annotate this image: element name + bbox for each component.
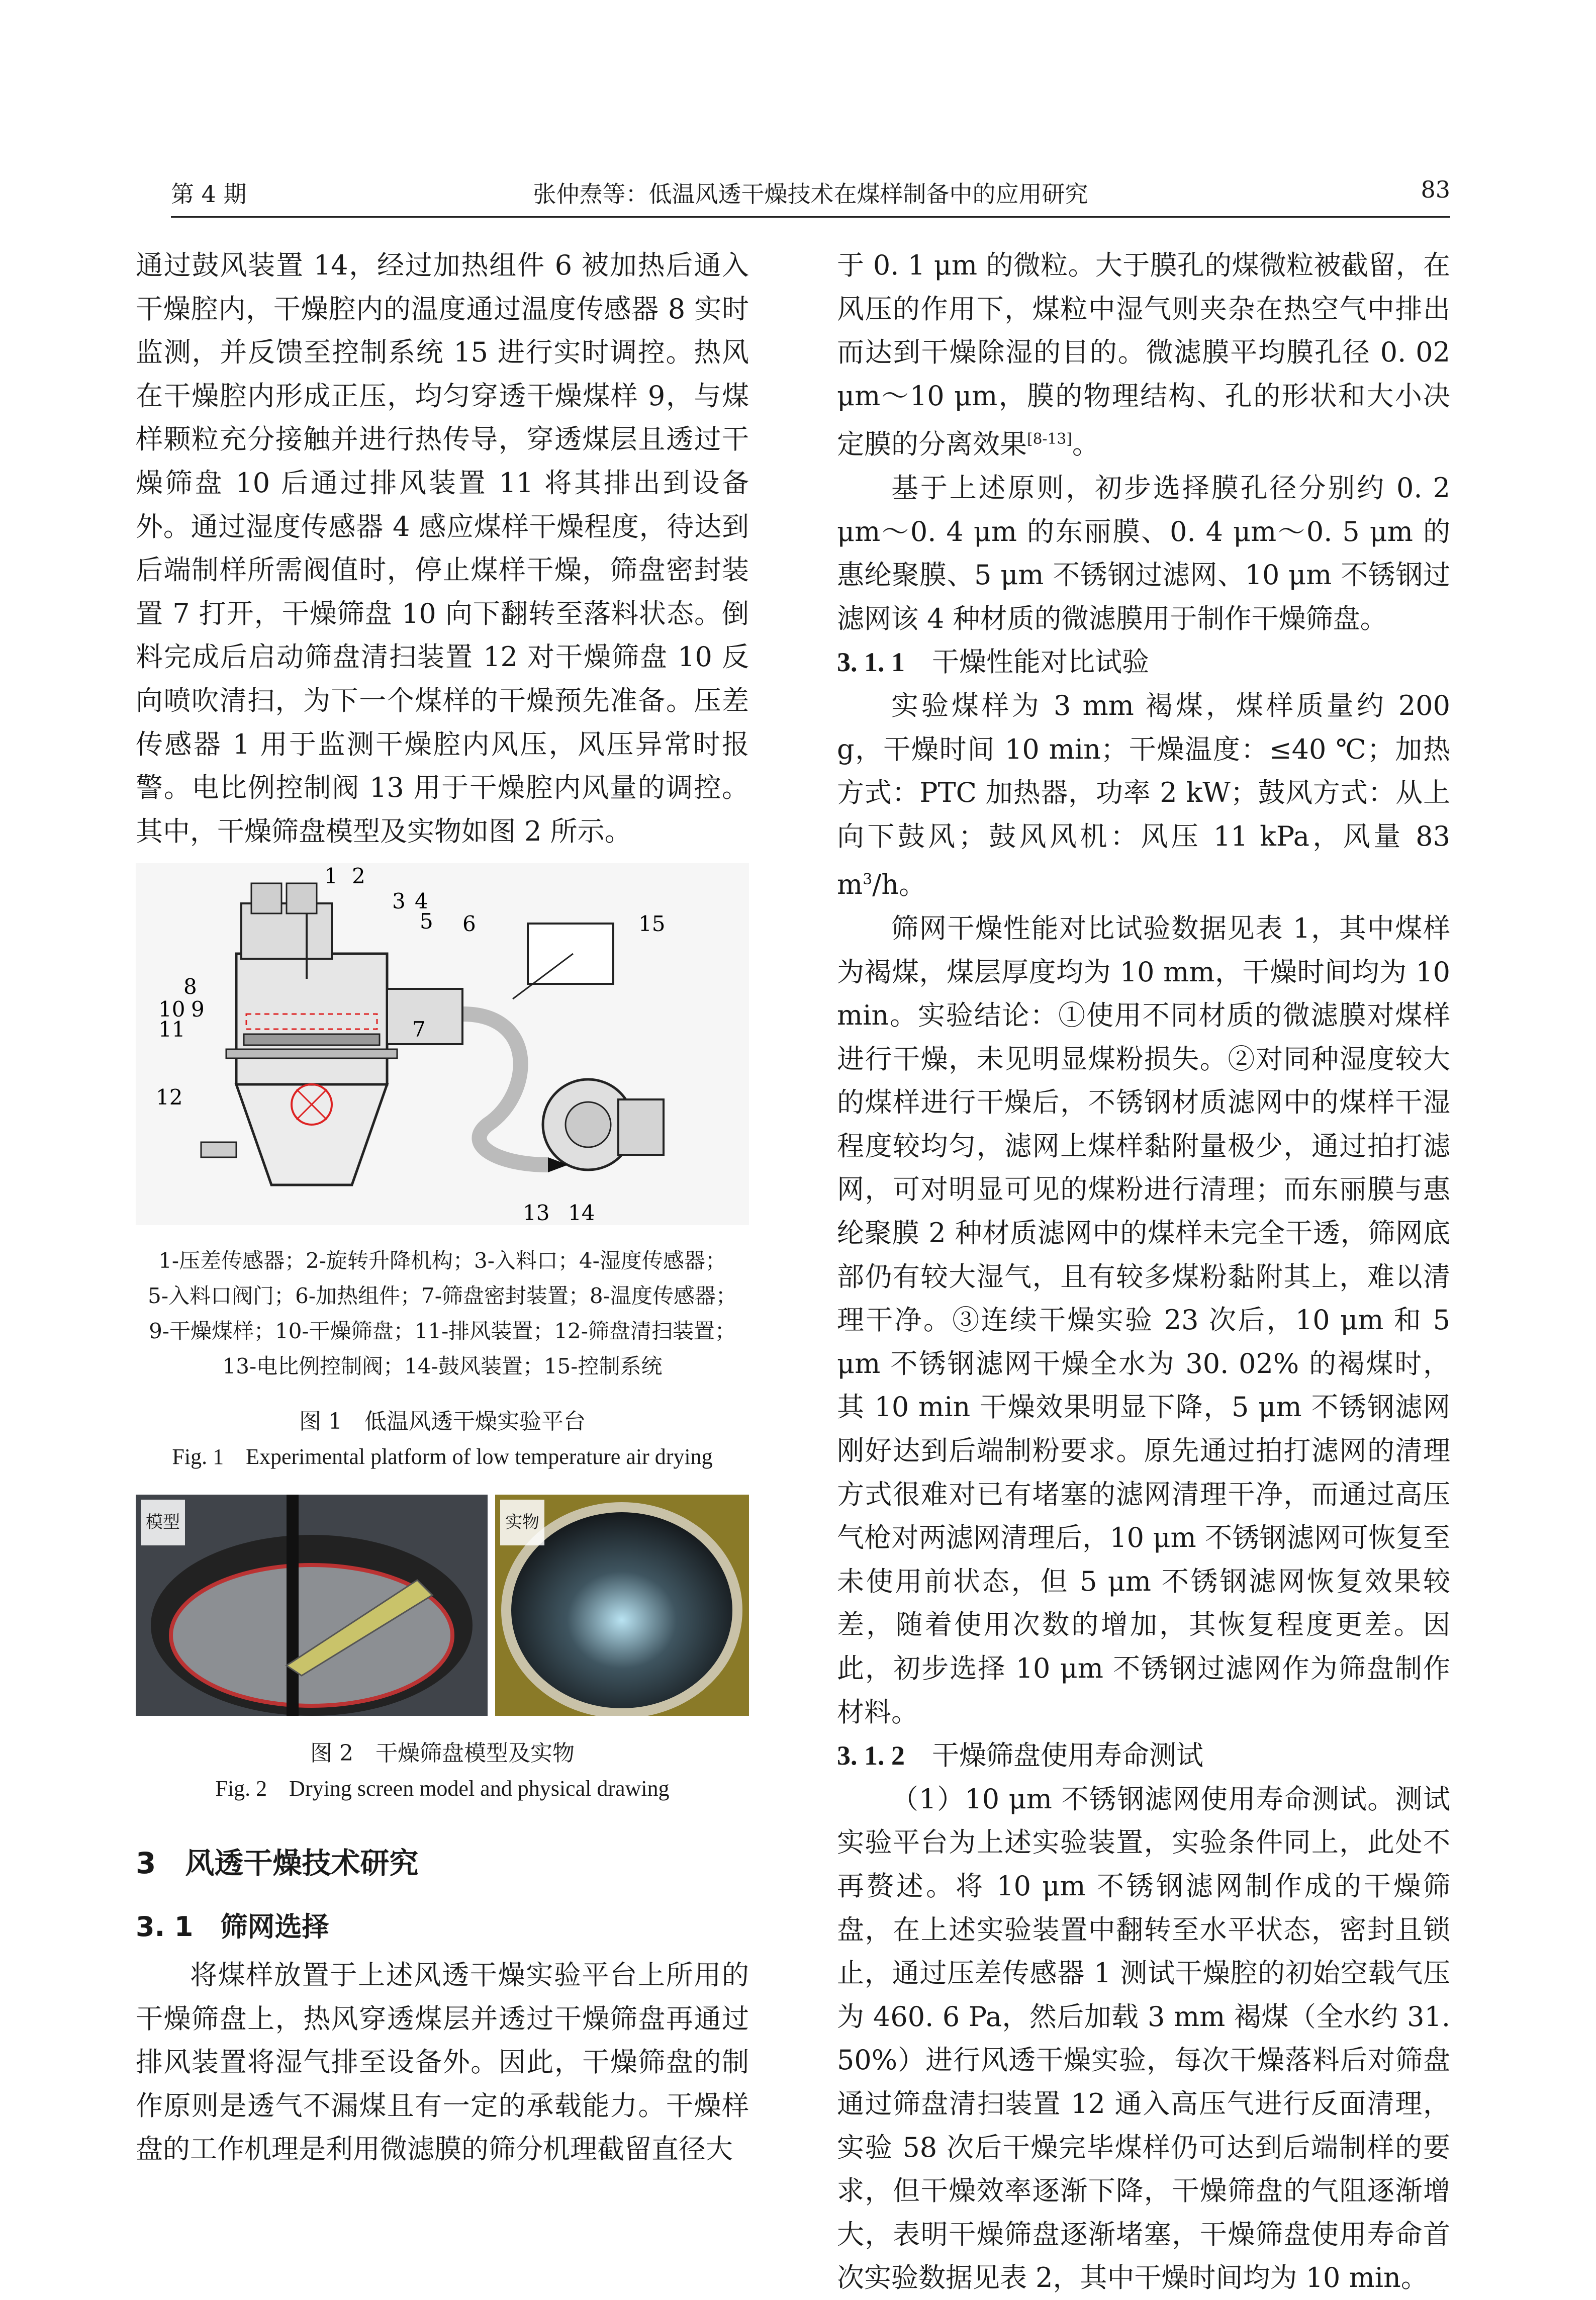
figure-2-caption-en: Fig. 2 Drying screen model and physical drawing (215, 1776, 670, 1801)
subsection-3-1-2-heading (837, 1734, 1450, 1778)
callout-label: 8 (183, 974, 197, 999)
page-number: 83 (1421, 176, 1450, 203)
screen-model-render (136, 1495, 488, 1716)
callout-label: 5 (420, 909, 433, 934)
figure-2-caption-cn: 图 2 干燥筛盘模型及实物 (310, 1740, 575, 1766)
section-3-title: 3 风透干燥技术研究 (136, 1846, 419, 1880)
text-run: 于 0. 1 μm 的微粒。大于膜孔的煤微粒被截留，在风压的作用下，煤粒中湿气则夹杂在热空气中排出而达到干燥除湿的目的。微滤膜平均膜孔径 0. 02 μm～10 μm，膜的物理结构、孔的形状和大小决定膜的分离效果 (837, 249, 1450, 461)
callout-label: 13 (523, 1201, 550, 1226)
figure-1-legend (136, 1243, 749, 1384)
legend-line: 9-干燥煤样；10-干燥筛盘；11-排风装置；12-筛盘清扫装置； (149, 1318, 736, 1343)
body-paragraph: 基于上述原则，初步选择膜孔径分别约 0. 2 μm～0. 4 μm 的东丽膜、0. 4 μm～0. 5 μm 的惠纶聚膜、5 μm 不锈钢过滤网、10 μm 不锈钢过滤网该 4 种材质的微滤膜用于制作干燥筛盘。 (837, 472, 1450, 634)
subsection-number: 3. 1. 1 (837, 647, 905, 678)
body-paragraph: 将煤样放置于上述风透干燥实验平台上所用的干燥筛盘上，热风穿透煤层并透过干燥筛盘再通过排风装置将湿气排至设备外。因此，干燥筛盘的制作原则是透气不漏煤且有一定的承载能力。干燥样盘的工作机理是利用微滤膜的筛分机理截留直径大 (136, 1959, 749, 2165)
section-3-1-title: 3. 1 筛网选择 (136, 1910, 329, 1943)
callout-label: 11 (158, 1017, 185, 1042)
figure-1 (136, 863, 749, 1475)
figure-1-caption-en: Fig. 1 Experimental platform of low temperature air drying (172, 1444, 713, 1469)
running-header (171, 176, 1450, 218)
legend-line: 1-压差传感器；2-旋转升降机构；3-入料口；4-湿度传感器； (158, 1248, 726, 1273)
figure-2 (136, 1495, 749, 1716)
issue-number: 第 4 期 (171, 180, 247, 208)
text-run: /h。 (872, 869, 926, 901)
callout-label: 9 (191, 997, 205, 1022)
callout-label: 4 (415, 889, 428, 914)
subsection-title: 干燥筛盘使用寿命测试 (932, 1739, 1203, 1772)
figure-1-diagram (136, 863, 749, 1225)
subsection-number: 3. 1. 2 (837, 1740, 905, 1771)
body-paragraph: （1）10 μm 不锈钢滤网使用寿命测试。测试实验平台为上述实验装置，实验条件同上，此处不再赘述。将 10 μm 不锈钢滤网制作成的干燥筛盘，在上述实验装置中翻转至水平状态，密封且锁止，通过压差传感器 1 测试干燥腔的初始空载气压为 460. 6 Pa，然后加载 3 mm 褐煤（全水约 31. 50%）进行风透干燥实验，每次干燥落料后对筛盘通过筛盘清扫装置 12 通入高压气进行反面清理，实验 58 次后干燥完毕煤样仍可达到后端制样的要求，但干燥效率逐渐下降，干燥筛盘的气阻逐渐增大，表明干燥筛盘逐渐堵塞，干燥筛盘使用寿命首次实验数据见表 2，其中干燥时间均为 10 min。 (837, 1783, 1450, 2294)
body-paragraph: 通过鼓风装置 14，经过加热组件 6 被加热后通入干燥腔内，干燥腔内的温度通过温度传感器 8 实时监测，并反馈至控制系统 15 进行实时调控。热风在干燥腔内形成正压，均匀穿透干燥煤样 9，与煤样颗粒充分接触并进行热传导，穿透煤层且透过干燥筛盘 10 后通过排风装置 11 将其排出到设备外。通过湿度传感器 4 感应煤样干燥程度，待达到后端制样所需阀值时，停止煤样干燥，筛盘密封装置 7 打开，干燥筛盘 10 向下翻转至落料状态。倒料完成后启动筛盘清扫装置 12 对干燥筛盘 10 反向喷吹清扫，为下一个煤样的干燥预先准备。压差传感器 1 用于监测干燥腔内风压，风压异常时报警。电比例控制阀 13 用于干燥腔内风量的调控。其中，干燥筛盘模型及实物如图 2 所示。 (136, 249, 749, 847)
callout-label: 3 (392, 889, 406, 914)
callout-label: 6 (462, 911, 476, 937)
callout-label: 2 (352, 864, 365, 889)
citation: [8-13] (1027, 430, 1072, 448)
figure-1-caption-cn: 图 1 低温风透干燥实验平台 (299, 1408, 586, 1434)
body-paragraph (837, 244, 1450, 467)
text-run: 。 (1072, 428, 1099, 461)
model-tag: 模型 (141, 1500, 185, 1545)
callout-label: 15 (638, 911, 666, 937)
text-run: 实验煤样为 3 mm 褐煤，煤样质量约 200 g，干燥时间 10 min；干燥温度：≤40 ℃；加热方式：PTC 加热器，功率 2 kW；鼓风方式：从上向下鼓风；鼓风风机：风压 11 kPa，风量 83 m (837, 689, 1450, 901)
callout-label: 10 (158, 997, 185, 1022)
callout-label: 12 (156, 1085, 183, 1110)
callout-label: 7 (412, 1017, 426, 1042)
subsection-3-1-1-heading (837, 640, 1450, 684)
figure-2-physical-panel (495, 1495, 749, 1716)
physical-tag: 实物 (500, 1500, 544, 1545)
body-paragraph (837, 684, 1450, 907)
subsection-title: 干燥性能对比试验 (932, 646, 1149, 678)
legend-line: 13-电比例控制阀；14-鼓风装置；15-控制系统 (222, 1353, 663, 1378)
left-column (136, 244, 749, 2171)
callout-label: 14 (568, 1201, 595, 1226)
running-title: 张仲焘等：低温风透干燥技术在煤样制备中的应用研究 (533, 180, 1088, 208)
body-paragraph: 筛网干燥性能对比试验数据见表 1，其中煤样为褐煤，煤层厚度均为 10 mm，干燥时间均为 10 min。实验结论：①使用不同材质的微滤膜对煤样进行干燥，未见明显煤粉损失。②对同种湿度较大的煤样进行干燥后，不锈钢材质滤网中的煤样干湿程度较均匀，滤网上煤样黏附量极少，通过拍打滤网，可对明显可见的煤粉进行清理；而东丽膜与惠纶聚膜 2 种材质滤网中的煤样未完全干透，筛网底部仍有较大湿气，且有较多煤粉黏附其上，难以清理干净。③连续干燥实验 23 次后，10 μm 和 5 μm 不锈钢滤网干燥全水为 30. 02% 的褐煤时，其 10 min 干燥效果明显下降，5 μm 不锈钢滤网刚好达到后端制粉要求。原先通过拍打滤网的清理方式很难对已有堵塞的滤网清理干净，而通过高压气枪对两滤网清理后，10 μm 不锈钢滤网可恢复至未使用前状态，但 5 μm 不锈钢滤网恢复效果较差，随着使用次数的增加，其恢复程度更差。因此，初步选择 10 μm 不锈钢过滤网作为筛盘制作材料。 (837, 912, 1450, 1728)
legend-line: 5-入料口阀门；6-加热组件；7-筛盘密封装置；8-温度传感器； (148, 1283, 737, 1308)
right-column (837, 244, 1450, 2300)
callout-label: 1 (324, 864, 338, 889)
figure-2-model-panel (136, 1495, 488, 1716)
superscript: 3 (863, 871, 873, 889)
